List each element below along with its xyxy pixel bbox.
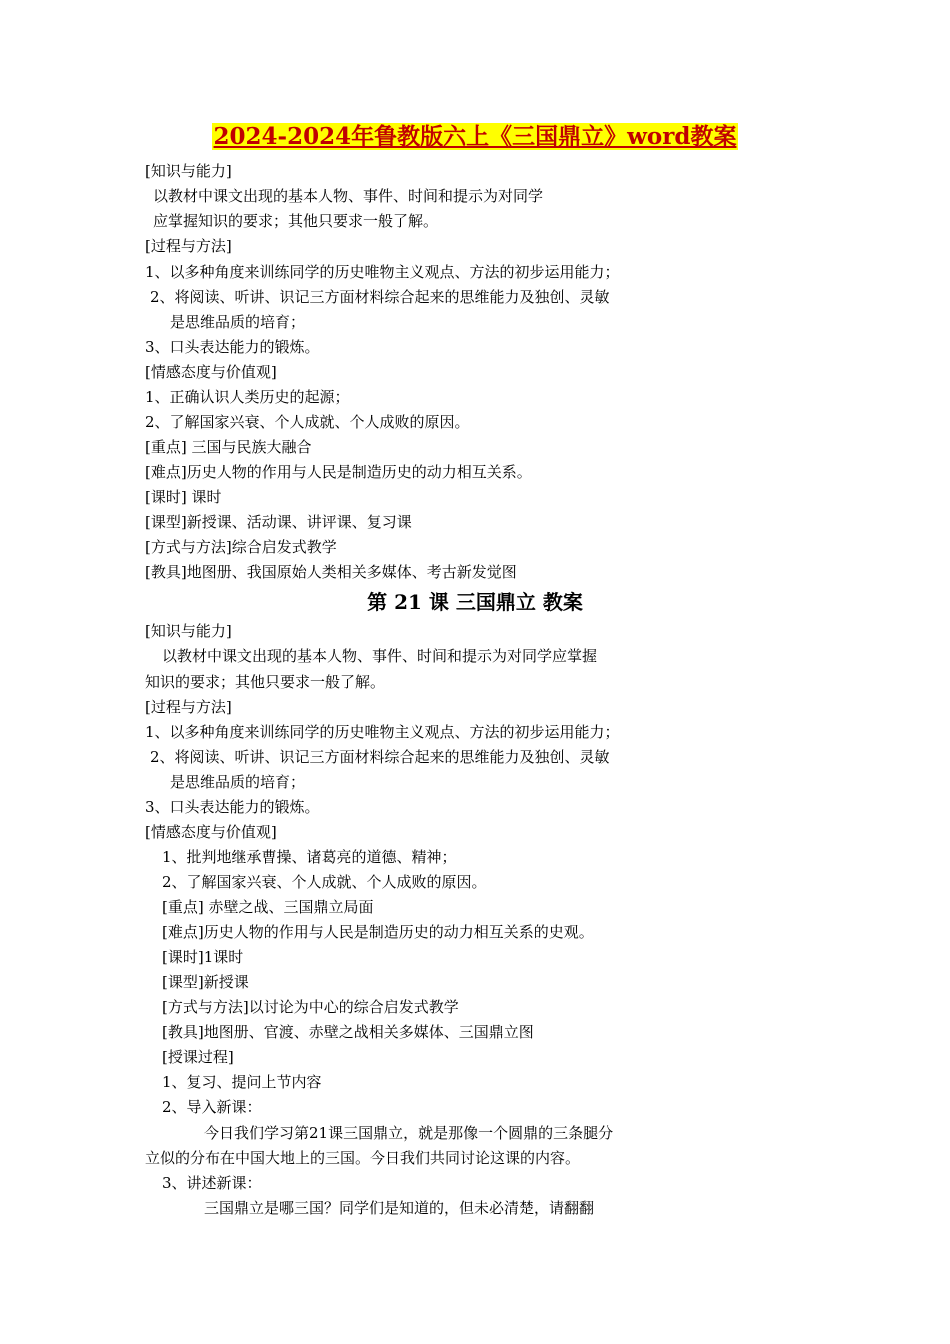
text-line: 3、口头表达能力的锻炼。 <box>145 338 320 356</box>
text-line: [方式与方法]以讨论为中心的综合启发式教学 <box>162 998 459 1016</box>
text-line: 1、以多种角度来训练同学的历史唯物主义观点、方法的初步运用能力； <box>145 263 620 281</box>
text-line: [过程与方法] <box>145 237 232 255</box>
text-line: 1、正确认识人类历史的起源； <box>145 388 350 406</box>
text-line: 以教材中课文出现的基本人物、事件、时间和提示为对同学 <box>153 187 544 205</box>
text-line: 1、批判地继承曹操、诸葛亮的道德、精神； <box>162 848 457 866</box>
text-line: 立似的分布在中国大地上的三国。今日我们共同讨论这课的内容。 <box>145 1149 581 1167</box>
text-line: 2、将阅读、听讲、识记三方面材料综合起来的思维能力及独创、灵敏 <box>150 748 610 766</box>
text-line: [方式与方法]综合启发式教学 <box>145 538 337 556</box>
text-line: 2、导入新课： <box>162 1098 262 1116</box>
text-line: 1、以多种角度来训练同学的历史唯物主义观点、方法的初步运用能力； <box>145 723 620 741</box>
text-line: 今日我们学习第21课三国鼎立，就是那像一个圆鼎的三条腿分 <box>204 1124 614 1142</box>
text-line: [过程与方法] <box>145 698 232 716</box>
document-title: 2024-2024年鲁教版六上《三国鼎立》word教案 <box>213 123 737 150</box>
text-line: 三国鼎立是哪三国？同学们是知道的，但未必清楚，请翻翻 <box>204 1199 595 1217</box>
text-line: [授课过程] <box>162 1048 234 1066</box>
text-line: 2、了解国家兴衰、个人成就、个人成败的原因。 <box>145 413 470 431</box>
text-line: 1、复习、提问上节内容 <box>162 1073 322 1091</box>
text-line: [课时] 课时 <box>145 488 222 506</box>
text-line: [难点]历史人物的作用与人民是制造历史的动力相互关系。 <box>145 463 532 481</box>
text-line: 知识的要求；其他只要求一般了解。 <box>145 673 386 691</box>
text-line: 2、了解国家兴衰、个人成就、个人成败的原因。 <box>162 873 487 891</box>
text-line: [课型]新授课、活动课、讲评课、复习课 <box>145 513 412 531</box>
text-line: [情感态度与价值观] <box>145 363 277 381</box>
text-line: 是思维品质的培育； <box>170 313 306 331</box>
text-line: [重点] 三国与民族大融合 <box>145 438 312 456</box>
text-line: 以教材中课文出现的基本人物、事件、时间和提示为对同学应掌握 <box>162 647 598 665</box>
text-line: [知识与能力] <box>145 162 232 180</box>
text-line: 3、讲述新课： <box>162 1174 262 1192</box>
text-line: [知识与能力] <box>145 622 232 640</box>
text-line: [教具]地图册、官渡、赤壁之战相关多媒体、三国鼎立图 <box>162 1023 534 1041</box>
text-line: [课型]新授课 <box>162 973 249 991</box>
text-line: 是思维品质的培育； <box>170 773 306 791</box>
text-line: [教具]地图册、我国原始人类相关多媒体、考古新发觉图 <box>145 563 517 581</box>
lesson-heading: 第 21 课 三国鼎立 教案 <box>367 590 583 614</box>
text-line: 2、将阅读、听讲、识记三方面材料综合起来的思维能力及独创、灵敏 <box>150 288 610 306</box>
text-line: [情感态度与价值观] <box>145 823 277 841</box>
text-line: [课时]1课时 <box>162 948 244 966</box>
text-line: 应掌握知识的要求；其他只要求一般了解。 <box>153 212 439 230</box>
text-line: [重点] 赤壁之战、三国鼎立局面 <box>162 898 374 916</box>
text-line: 3、口头表达能力的锻炼。 <box>145 798 320 816</box>
text-line: [难点]历史人物的作用与人民是制造历史的动力相互关系的史观。 <box>162 923 594 941</box>
